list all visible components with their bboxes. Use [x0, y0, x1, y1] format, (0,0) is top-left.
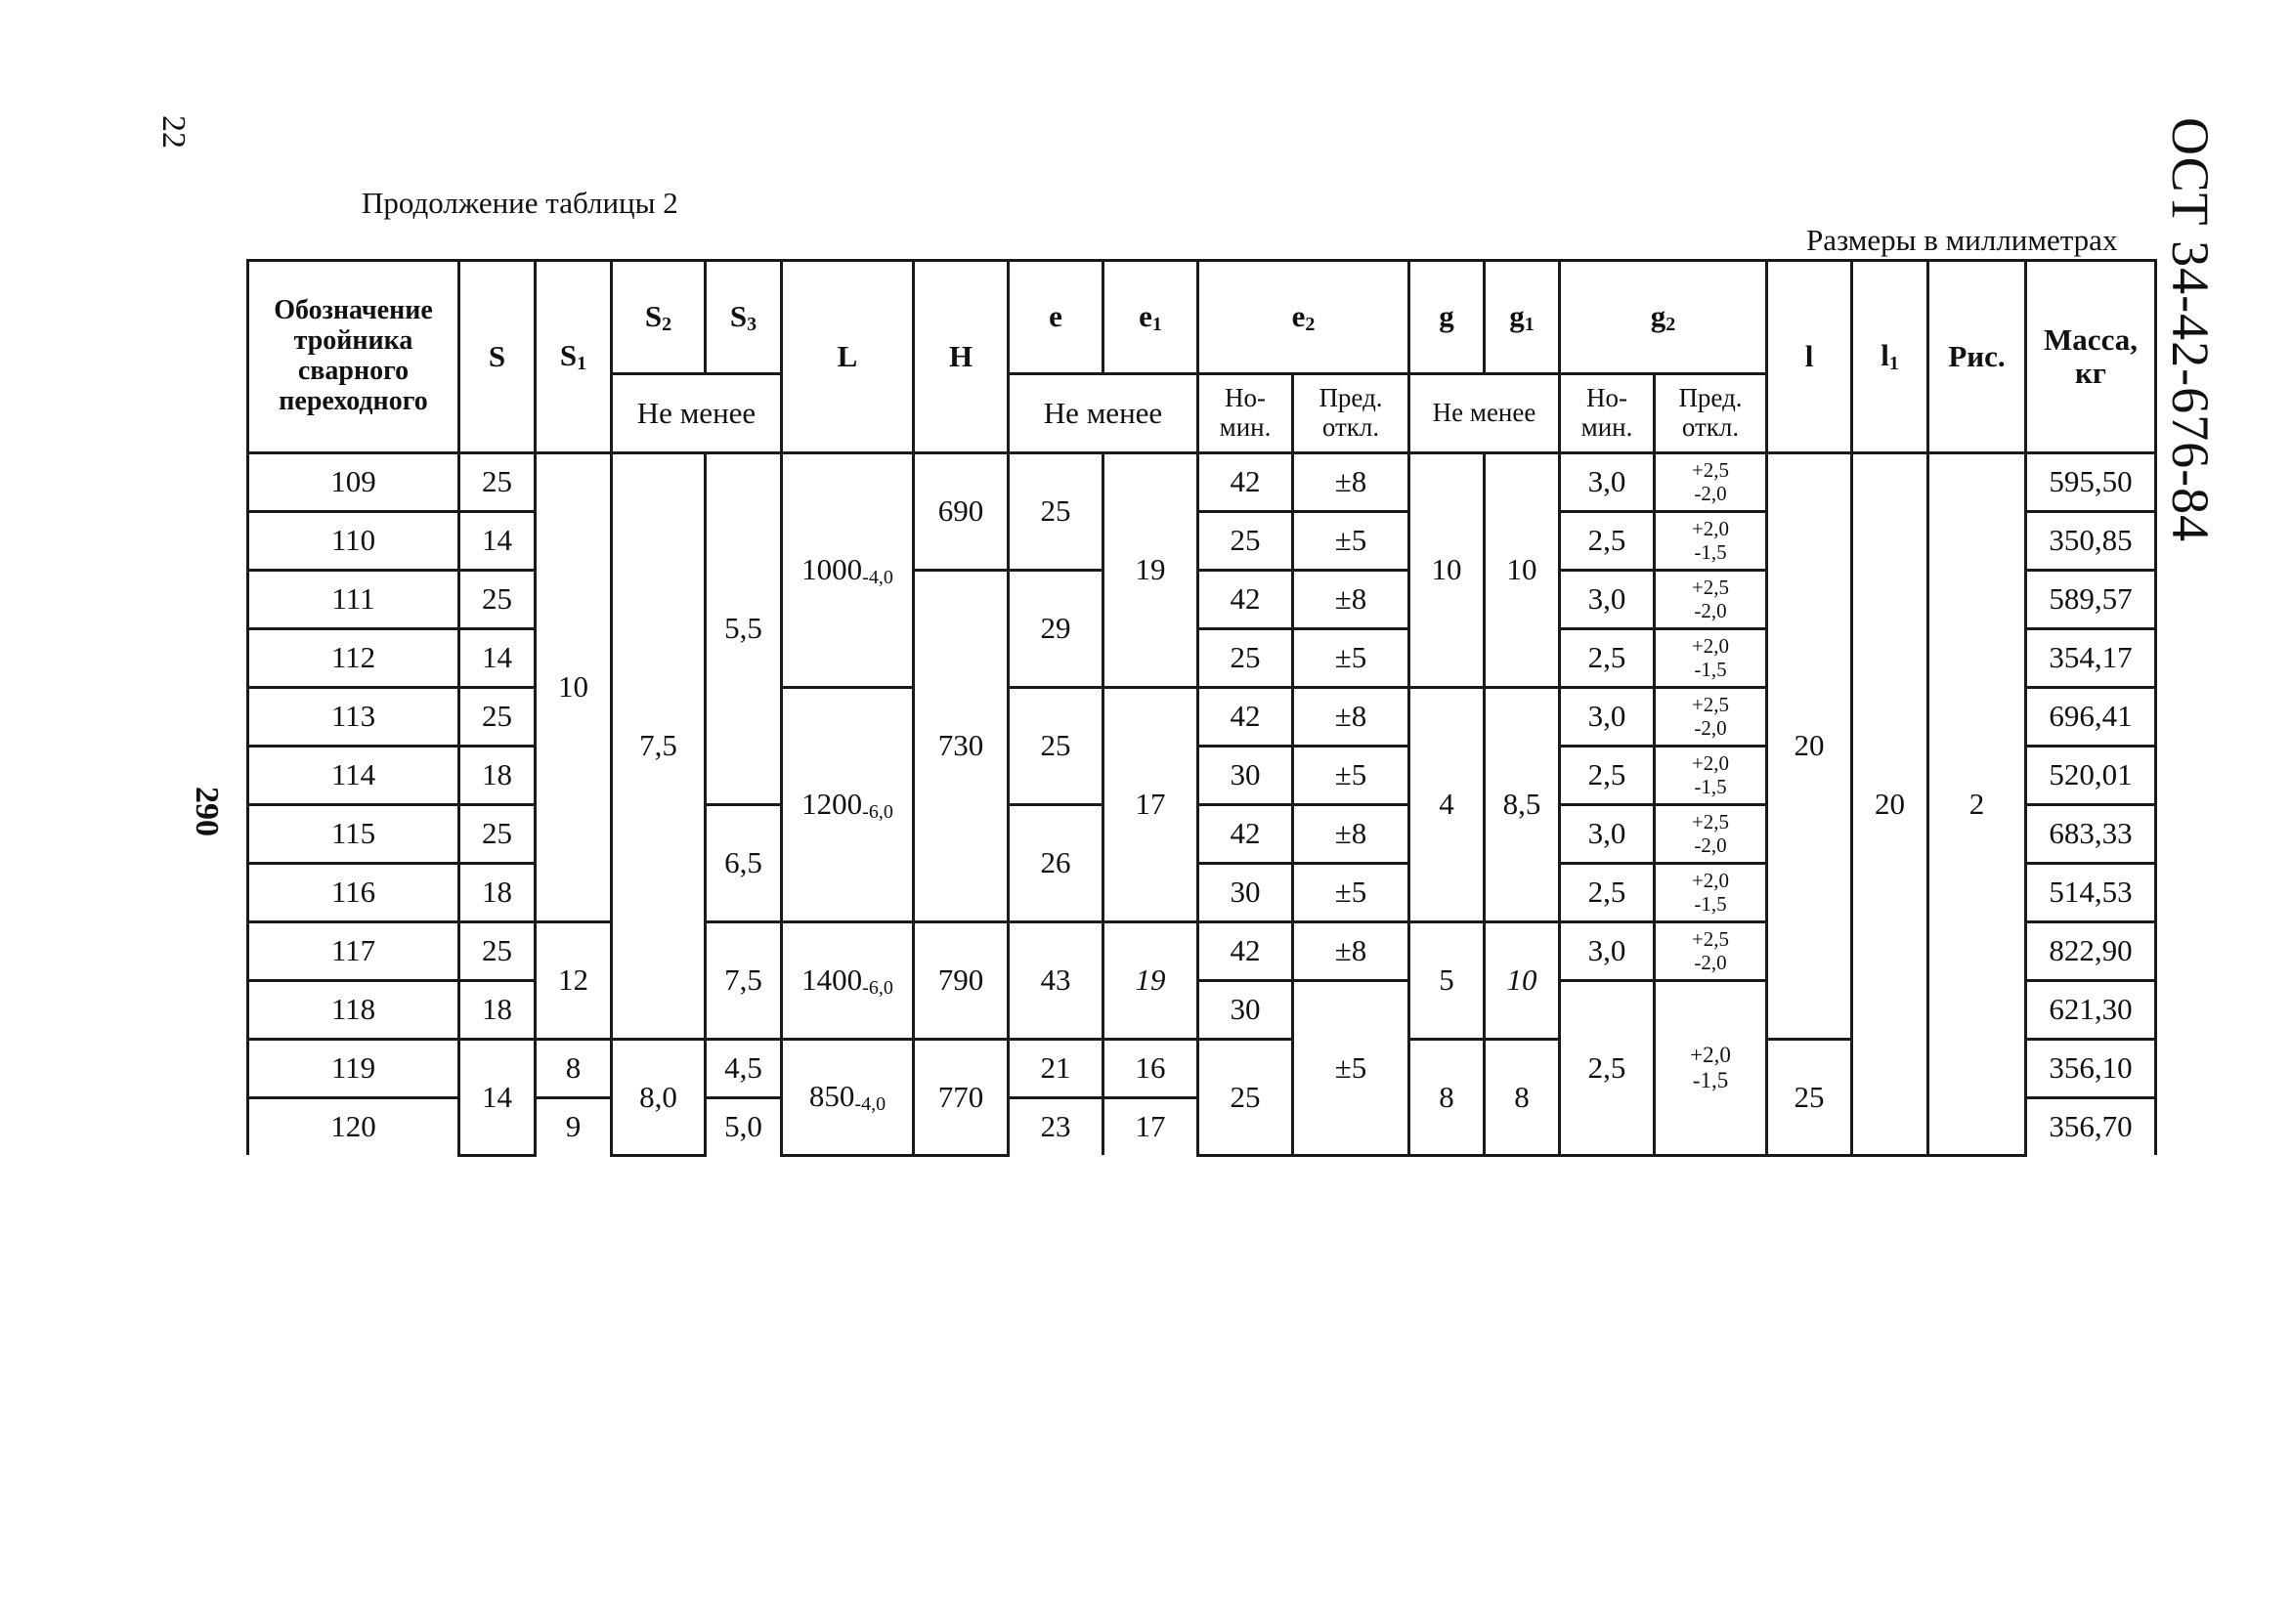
- cell-l-tolerance: -4,0: [862, 566, 893, 588]
- cell-e2: 42: [1198, 805, 1293, 864]
- cell-mass: 354,17: [2026, 629, 2156, 688]
- cell-h: 770: [914, 1040, 1009, 1156]
- cell-e: 43: [1009, 922, 1103, 1040]
- cell-g2: 2,5: [1560, 629, 1655, 688]
- tol-bottom: -2,0: [1694, 598, 1727, 622]
- header-g1: [1485, 261, 1560, 374]
- cell-g2: 3,0: [1560, 688, 1655, 747]
- cell-s: 25: [459, 453, 536, 512]
- cell-designation: 118: [248, 981, 459, 1040]
- cell-s: 18: [459, 864, 536, 922]
- cell-mass: 514,53: [2026, 864, 2156, 922]
- cell-l-tolerance: -6,0: [862, 976, 893, 999]
- tol-top: +2,5: [1691, 927, 1730, 952]
- tol-bottom: -1,5: [1694, 774, 1727, 798]
- cell-designation: 119: [248, 1040, 459, 1098]
- cell-s2: 7,5: [612, 453, 706, 1040]
- cell-g2-tol: [1655, 512, 1767, 571]
- cell-e1: 16: [1103, 1040, 1198, 1098]
- cell-g2-tol: [1655, 864, 1767, 922]
- cell-mass: 822,90: [2026, 922, 2156, 981]
- cell-g2: 3,0: [1560, 922, 1655, 981]
- tol-top: +2,5: [1691, 810, 1730, 834]
- header-e1-index: 1: [1151, 313, 1162, 335]
- header-g2: [1560, 261, 1767, 374]
- cell-g2-tol: [1655, 571, 1767, 629]
- header-e: e: [1009, 261, 1103, 374]
- cell-g1: 8,5: [1485, 688, 1560, 922]
- dimensions-table: [246, 259, 2157, 1157]
- header-s1-index: 1: [577, 353, 587, 374]
- cell-mass: 595,50: [2026, 453, 2156, 512]
- cell-e2-tol: ±5: [1293, 981, 1409, 1156]
- cell-e2: 30: [1198, 747, 1293, 805]
- tol-top: +2,5: [1691, 693, 1730, 717]
- cell-s: 25: [459, 571, 536, 629]
- header-mass: Масса, кг: [2026, 261, 2156, 453]
- cell-e: 25: [1009, 688, 1103, 805]
- cell-s: 18: [459, 747, 536, 805]
- header-g2-letter: g: [1650, 298, 1666, 333]
- cell-e1: 17: [1103, 688, 1198, 922]
- cell-designation: 109: [248, 453, 459, 512]
- page-number: 22: [155, 115, 192, 149]
- header-l1-index: 1: [1888, 353, 1899, 374]
- table-row: [248, 453, 2156, 512]
- cell-s1: 9: [536, 1098, 612, 1156]
- cell-g2: 2,5: [1560, 512, 1655, 571]
- cell-l1: 20: [1852, 453, 1928, 1156]
- side-page-number: 290: [189, 787, 225, 836]
- header-s-not-less: Не менее: [612, 374, 782, 453]
- cell-designation: 111: [248, 571, 459, 629]
- cell-l: [782, 922, 914, 1040]
- tol-top: +2,0: [1691, 517, 1730, 541]
- cell-h: 730: [914, 571, 1009, 922]
- cell-g1: 10: [1485, 922, 1560, 1040]
- header-s2-index: 2: [662, 313, 672, 335]
- cell-g: 5: [1409, 922, 1485, 1040]
- cell-g2-tol: [1655, 805, 1767, 864]
- cell-s3: 6,5: [706, 805, 782, 922]
- cell-g2-tol: [1655, 981, 1767, 1156]
- cell-e2: 25: [1198, 1040, 1293, 1156]
- cell-s: 25: [459, 688, 536, 747]
- cell-g2-tol: [1655, 453, 1767, 512]
- cell-s: 25: [459, 805, 536, 864]
- cell-e2: 42: [1198, 922, 1293, 981]
- header-h: H: [914, 261, 1009, 453]
- cell-l-small: 20: [1767, 453, 1852, 1040]
- header-s3-letter: S: [729, 298, 748, 333]
- header-e2-letter: e: [1291, 298, 1306, 333]
- cell-s: 14: [459, 629, 536, 688]
- cell-e2-tol: ±8: [1293, 805, 1409, 864]
- cell-g2: 2,5: [1560, 981, 1655, 1156]
- cell-l-small: 25: [1767, 1040, 1852, 1156]
- cell-l: [782, 688, 914, 922]
- cell-mass: 350,85: [2026, 512, 2156, 571]
- tol-bottom: -2,0: [1694, 950, 1727, 974]
- cell-mass: 520,01: [2026, 747, 2156, 805]
- tol-bottom: -2,0: [1694, 715, 1727, 740]
- header-e2-tolerance: Пред. откл.: [1293, 374, 1409, 453]
- cell-g: 8: [1409, 1040, 1485, 1156]
- tol-top: +2,0: [1691, 869, 1730, 893]
- header-l: L: [782, 261, 914, 453]
- cell-e2-tol: ±5: [1293, 512, 1409, 571]
- cell-e1: 17: [1103, 1098, 1198, 1156]
- cell-e2-tol: ±5: [1293, 629, 1409, 688]
- cell-e2-tol: ±8: [1293, 453, 1409, 512]
- header-e1-letter: e: [1139, 298, 1152, 333]
- cell-s: 18: [459, 981, 536, 1040]
- cell-s3: 7,5: [706, 922, 782, 1040]
- cell-g: 4: [1409, 688, 1485, 922]
- cell-e: 21: [1009, 1040, 1103, 1098]
- tol-bottom: -1,5: [1692, 1067, 1729, 1092]
- cell-e1: 19: [1103, 922, 1198, 1040]
- cell-e: 26: [1009, 805, 1103, 922]
- tol-top: +2,0: [1690, 1043, 1731, 1068]
- header-g2-nominal: Но-мин.: [1560, 374, 1655, 453]
- cell-h: 690: [914, 453, 1009, 571]
- cell-s3: 5,5: [706, 453, 782, 805]
- cell-s3: 5,0: [706, 1098, 782, 1156]
- cell-e2: 42: [1198, 453, 1293, 512]
- cell-l-value: 1000: [801, 551, 863, 586]
- cell-e2-tol: ±8: [1293, 571, 1409, 629]
- header-e2-index: 2: [1305, 313, 1316, 335]
- cell-e2: 25: [1198, 629, 1293, 688]
- cell-l-value: 1200: [801, 786, 863, 821]
- cell-h: 790: [914, 922, 1009, 1040]
- cell-g2: 2,5: [1560, 747, 1655, 805]
- cell-designation: 116: [248, 864, 459, 922]
- cell-s: 14: [459, 1040, 536, 1156]
- tol-top: +2,5: [1691, 458, 1730, 483]
- cell-g2-tol: [1655, 688, 1767, 747]
- tol-bottom: -2,0: [1694, 481, 1727, 505]
- cell-mass: 683,33: [2026, 805, 2156, 864]
- cell-s: 25: [459, 922, 536, 981]
- cell-s1: 12: [536, 922, 612, 1040]
- cell-g2-tol: [1655, 629, 1767, 688]
- tol-top: +2,0: [1691, 751, 1730, 776]
- cell-fig: 2: [1928, 453, 2026, 1156]
- cell-e2-tol: ±5: [1293, 747, 1409, 805]
- header-g2-tolerance: Пред. откл.: [1655, 374, 1767, 453]
- cell-l-value: 850: [808, 1078, 855, 1113]
- cell-e: 25: [1009, 453, 1103, 571]
- cell-e1: 19: [1103, 453, 1198, 688]
- cell-g: 10: [1409, 453, 1485, 688]
- cell-mass: 696,41: [2026, 688, 2156, 747]
- cell-mass: 621,30: [2026, 981, 2156, 1040]
- cell-g1: 10: [1485, 453, 1560, 688]
- header-e2-nominal: Но-мин.: [1198, 374, 1293, 453]
- header-fig: Рис.: [1928, 261, 2026, 453]
- cell-l: [782, 1040, 914, 1156]
- cell-g1: 8: [1485, 1040, 1560, 1156]
- header-l-small: l: [1767, 261, 1852, 453]
- cell-s: 14: [459, 512, 536, 571]
- units-caption: Размеры в миллиметрах: [1806, 223, 2118, 257]
- cell-s1: 10: [536, 453, 612, 922]
- cell-designation: 117: [248, 922, 459, 981]
- cell-s2: 8,0: [612, 1040, 706, 1156]
- cell-e: 23: [1009, 1098, 1103, 1156]
- tol-bottom: -1,5: [1694, 657, 1727, 681]
- header-l1: [1852, 261, 1928, 453]
- cell-e2: 30: [1198, 981, 1293, 1040]
- header-e1: [1103, 261, 1198, 374]
- header-s2: [612, 261, 706, 374]
- tol-bottom: -1,5: [1694, 891, 1727, 916]
- cell-g2: 3,0: [1560, 453, 1655, 512]
- header-g1-index: 1: [1524, 313, 1535, 335]
- cell-designation: 112: [248, 629, 459, 688]
- header-l1-letter: l: [1881, 338, 1889, 372]
- cell-e2: 30: [1198, 864, 1293, 922]
- cell-e2-tol: ±8: [1293, 922, 1409, 981]
- cell-g2-tol: [1655, 747, 1767, 805]
- tol-top: +2,5: [1691, 576, 1730, 600]
- tol-bottom: -1,5: [1694, 539, 1727, 564]
- header-designation: Обозначение тройника сварного переходного: [248, 261, 459, 453]
- cell-mass: 356,10: [2026, 1040, 2156, 1098]
- cell-e2-tol: ±5: [1293, 864, 1409, 922]
- header-g-not-less: Не менее: [1409, 374, 1560, 453]
- cell-l-value: 1400: [801, 962, 863, 997]
- cell-e2: 42: [1198, 688, 1293, 747]
- cell-designation: 110: [248, 512, 459, 571]
- cell-e2: 25: [1198, 512, 1293, 571]
- table-caption: Продолжение таблицы 2: [362, 186, 678, 220]
- header-s: S: [459, 261, 536, 453]
- header-g1-letter: g: [1509, 298, 1525, 333]
- header-s3: [706, 261, 782, 374]
- cell-g2-tol: [1655, 922, 1767, 981]
- cell-l-tolerance: -6,0: [862, 800, 893, 823]
- document-code: ОСТ 34-42-676-84: [2161, 117, 2220, 543]
- tol-bottom: -2,0: [1694, 833, 1727, 857]
- header-s1: [536, 261, 612, 453]
- cell-designation: 114: [248, 747, 459, 805]
- cell-g2: 3,0: [1560, 571, 1655, 629]
- cell-designation: 120: [248, 1098, 459, 1156]
- cell-designation: 115: [248, 805, 459, 864]
- cell-e: 29: [1009, 571, 1103, 688]
- cell-s3: 4,5: [706, 1040, 782, 1098]
- cell-g2: 3,0: [1560, 805, 1655, 864]
- cell-e2-tol: ±8: [1293, 688, 1409, 747]
- cell-s1: 8: [536, 1040, 612, 1098]
- cell-mass: 356,70: [2026, 1098, 2156, 1156]
- cell-designation: 113: [248, 688, 459, 747]
- header-g2-index: 2: [1665, 313, 1676, 335]
- header-g: g: [1409, 261, 1485, 374]
- tol-top: +2,0: [1691, 634, 1730, 659]
- header-s3-index: 3: [747, 313, 757, 335]
- cell-e2: 42: [1198, 571, 1293, 629]
- header-s1-letter: S: [559, 338, 578, 372]
- cell-l: [782, 453, 914, 688]
- header-e2: [1198, 261, 1409, 374]
- header-e-not-less: Не менее: [1009, 374, 1198, 453]
- cell-l-tolerance: -4,0: [854, 1092, 887, 1115]
- cell-mass: 589,57: [2026, 571, 2156, 629]
- header-s2-letter: S: [644, 298, 663, 333]
- cell-g2: 2,5: [1560, 864, 1655, 922]
